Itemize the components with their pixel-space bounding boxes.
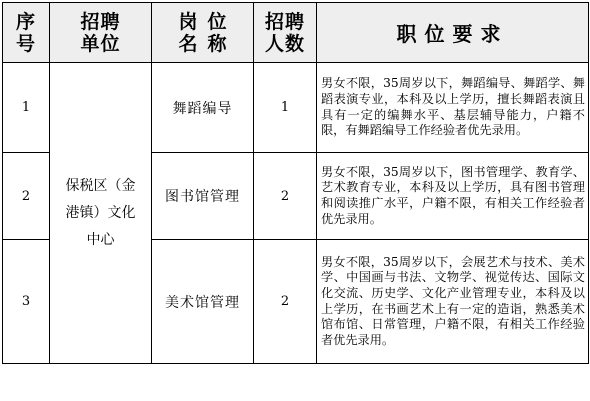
position-cell: 舞蹈编导 xyxy=(152,63,254,153)
header-position: 岗位 名称 xyxy=(152,3,254,63)
seq-cell: 3 xyxy=(3,240,50,364)
requirements-cell: 男女不限，35周岁以下，图书管理学、教育学、艺术教育专业，本科及以上学历，具有图书管理和阅读推广水平，户籍不限，有相关工作经验者优先录用。 xyxy=(317,153,589,240)
seq-cell: 1 xyxy=(3,63,50,153)
header-count: 招聘 人数 xyxy=(254,3,317,63)
count-cell: 2 xyxy=(254,240,317,364)
position-cell: 美术馆管理 xyxy=(152,240,254,364)
header-requirements: 职位要求 xyxy=(317,3,589,63)
header-row xyxy=(3,3,589,63)
position-cell: 图书馆管理 xyxy=(152,153,254,240)
unit-cell: 保税区（金港镇）文化中心 xyxy=(50,63,152,364)
header-unit: 招聘 单位 xyxy=(50,3,152,63)
requirements-cell: 男女不限，35周岁以下，舞蹈编导、舞蹈学、舞蹈表演专业，本科及以上学历，擅长舞蹈表演且具有一定的编舞水平、基层辅导能力，户籍不限，有舞蹈编导工作经验者优先录用。 xyxy=(317,63,589,153)
requirements-cell: 男女不限，35周岁以下，会展艺术与技术、美术学、中国画与书法、文物学、视觉传达、国际文化交流、历史学、文化产业管理专业，本科及以上学历，在书画艺术上有一定的造诣，熟悉美术馆布馆、日常管理，户籍不限，有相关工作经验者优先录用。 xyxy=(317,240,589,364)
count-cell: 1 xyxy=(254,63,317,153)
recruitment-table xyxy=(2,2,589,364)
seq-cell: 2 xyxy=(3,153,50,240)
count-cell: 2 xyxy=(254,153,317,240)
table-row xyxy=(3,63,589,153)
header-seq: 序 号 xyxy=(3,3,50,63)
